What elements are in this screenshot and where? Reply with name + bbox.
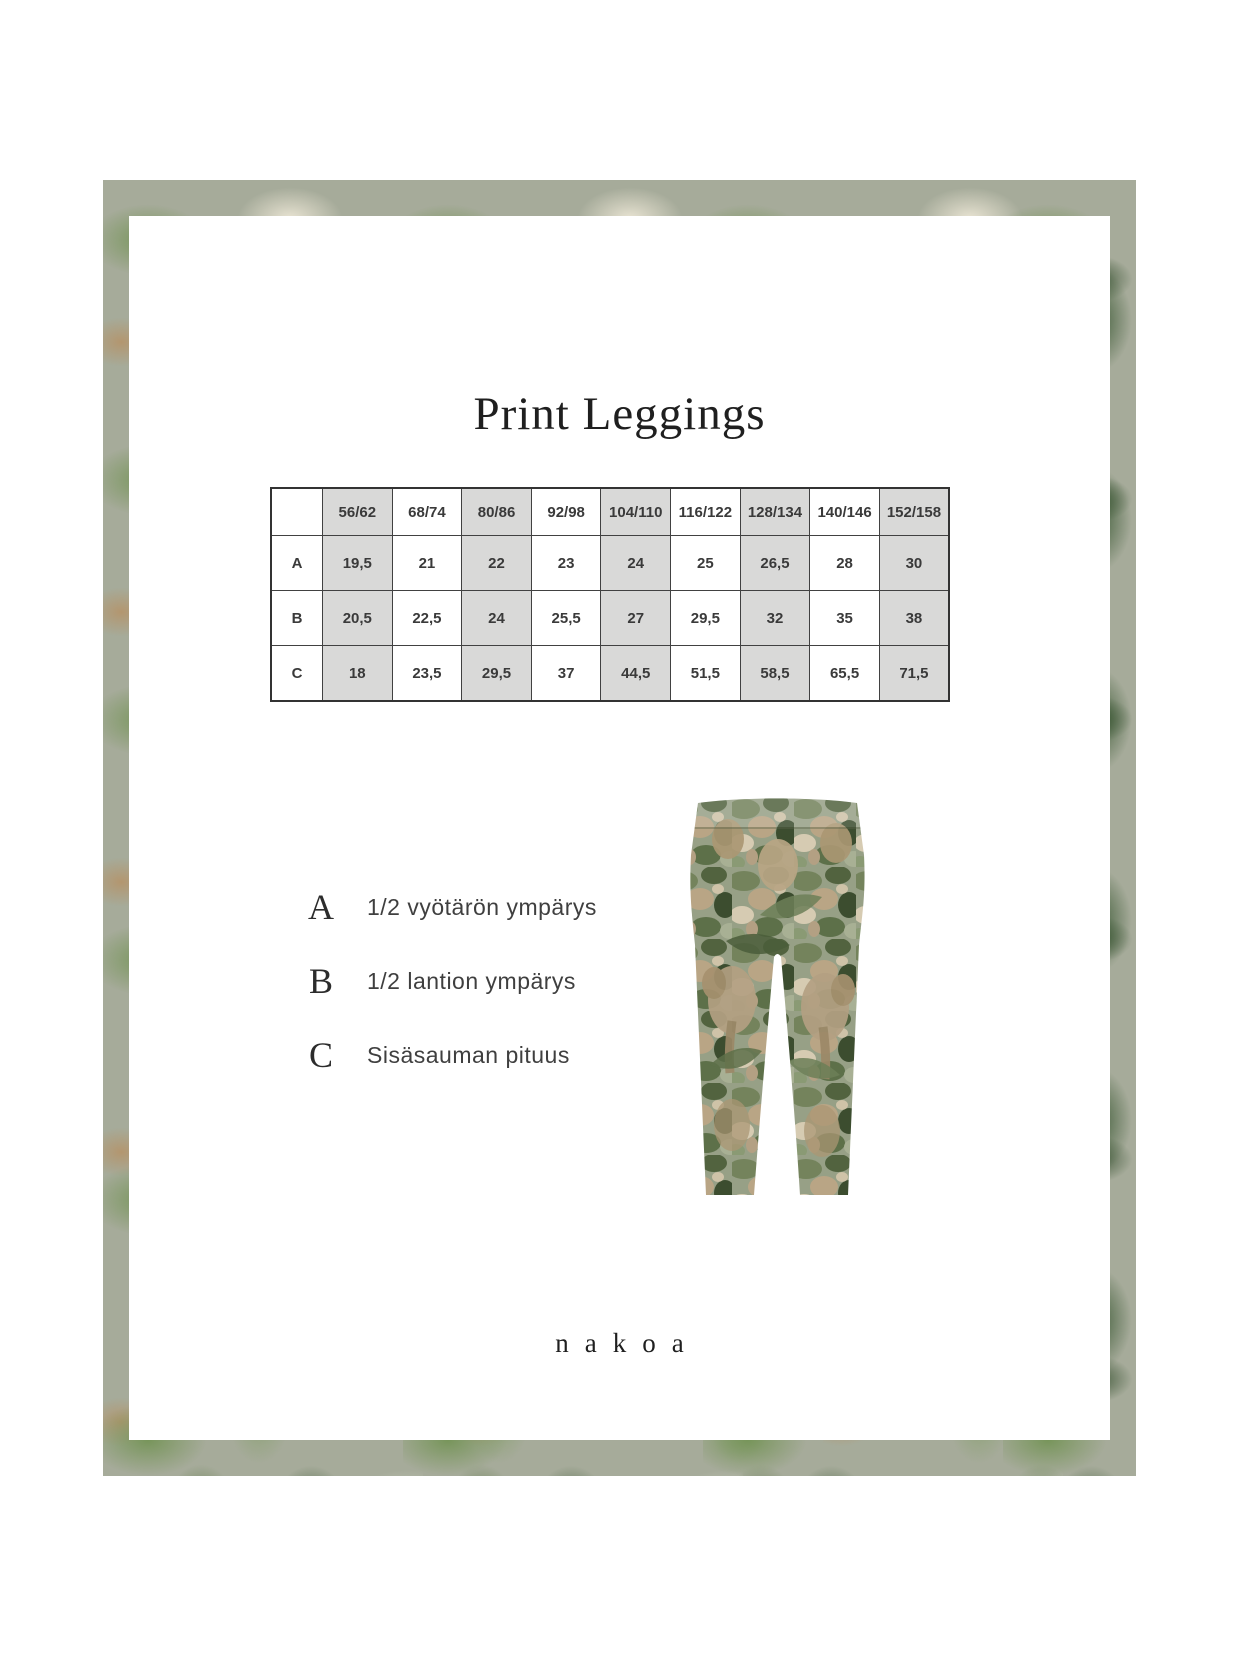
measurement-cell: 24 [462, 591, 532, 646]
measurement-cell: 35 [810, 591, 880, 646]
brand-logo: nakoa [555, 1328, 700, 1358]
size-column-header: 92/98 [531, 488, 601, 536]
measurement-cell: 22 [462, 536, 532, 591]
measurement-cell: 38 [879, 591, 949, 646]
size-column-header: 68/74 [392, 488, 462, 536]
measurement-cell: 28 [810, 536, 880, 591]
legend-letter: A [308, 887, 334, 927]
measurement-cell: 23 [531, 536, 601, 591]
size-column-header: 80/86 [462, 488, 532, 536]
measurement-cell: 32 [740, 591, 810, 646]
size-column-header: 128/134 [740, 488, 810, 536]
size-column-header: 140/146 [810, 488, 880, 536]
size-table-row [271, 591, 949, 646]
measurement-cell: 44,5 [601, 646, 671, 702]
legend-letter: B [308, 961, 333, 1001]
measurement-cell: 51,5 [671, 646, 741, 702]
measurement-cell: 20,5 [323, 591, 393, 646]
legend-row [299, 1022, 570, 1088]
measurement-cell: 71,5 [879, 646, 949, 702]
legend-description: Sisäsauman pituus [367, 1041, 570, 1068]
brand-tag [768, 1173, 779, 1188]
size-column-header: 56/62 [323, 488, 393, 536]
measurement-cell: 25 [671, 536, 741, 591]
corner-cell [271, 488, 323, 536]
legend-letter: C [308, 1035, 333, 1075]
measurement-cell: 21 [392, 536, 462, 591]
row-label: B [271, 591, 323, 646]
measurement-cell: 19,5 [323, 536, 393, 591]
legend-row [299, 948, 576, 1014]
size-table-container [270, 487, 950, 702]
measurement-cell: 37 [531, 646, 601, 702]
legend-description: 1/2 lantion ympärys [367, 967, 576, 994]
measurement-cell: 27 [601, 591, 671, 646]
jungle-pattern-border [103, 180, 1136, 1476]
measurement-cell: 29,5 [462, 646, 532, 702]
measurement-cell: 25,5 [531, 591, 601, 646]
size-column-header: 104/110 [601, 488, 671, 536]
measurement-cell: 22,5 [392, 591, 462, 646]
size-table-row [271, 536, 949, 591]
leggings-product-image [670, 795, 885, 1203]
measurement-cell: 30 [879, 536, 949, 591]
measurement-cell: 58,5 [740, 646, 810, 702]
size-column-header: 152/158 [879, 488, 949, 536]
size-table [270, 487, 950, 702]
size-table-header-row [271, 488, 949, 536]
legend-row [299, 874, 597, 940]
content-panel [129, 216, 1110, 1440]
size-table-row [271, 646, 949, 702]
measurement-cell: 18 [323, 646, 393, 702]
page-title: Print Leggings [473, 388, 766, 441]
measurement-cell: 29,5 [671, 591, 741, 646]
size-table-body [271, 488, 949, 701]
measurement-cell: 23,5 [392, 646, 462, 702]
leggings-waistband [688, 799, 868, 827]
size-column-header: 116/122 [671, 488, 741, 536]
measurement-cell: 24 [601, 536, 671, 591]
measurement-cell: 65,5 [810, 646, 880, 702]
measurement-cell: 26,5 [740, 536, 810, 591]
legend-description: 1/2 vyötärön ympärys [367, 893, 597, 920]
row-label: A [271, 536, 323, 591]
row-label: C [271, 646, 323, 702]
